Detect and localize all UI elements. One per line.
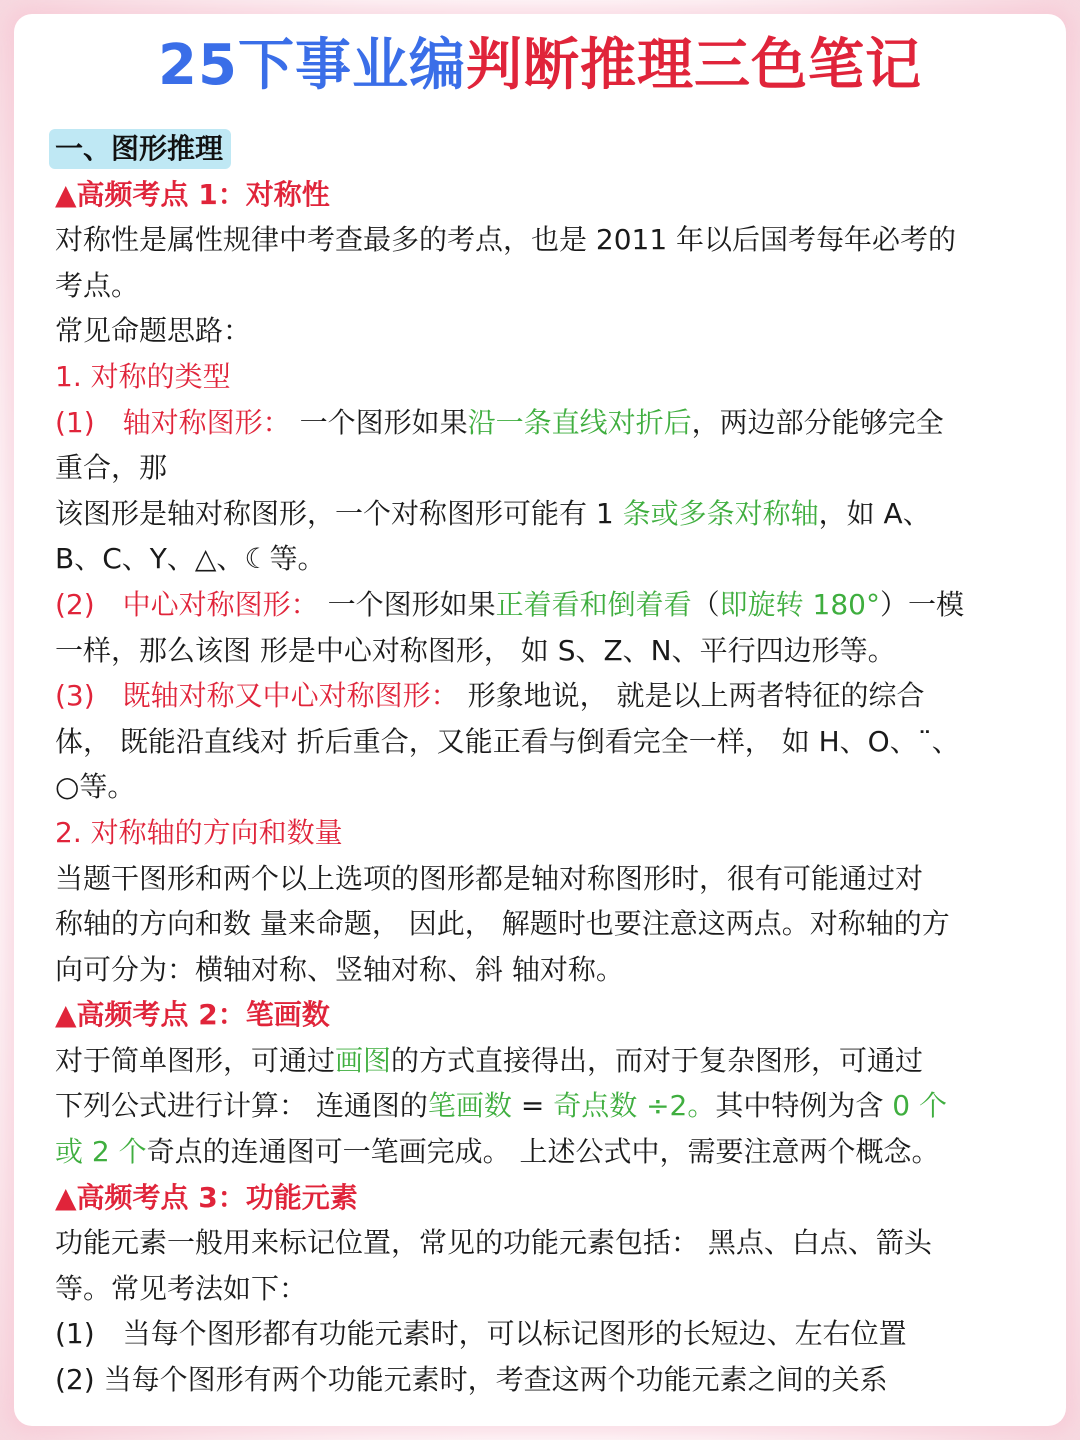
highlight-green: 或 2 个: [55, 1135, 147, 1169]
highlight-green: 正着看和倒着看: [495, 587, 692, 621]
paragraph-line: 一样，那么该图 形是中心对称图形， 如 S、Z、N、平行四边形等。: [55, 633, 896, 667]
paragraph-line: [55, 673, 1028, 719]
highlight-green: 0 个: [892, 1089, 947, 1123]
highlight-green: 画图: [335, 1043, 392, 1077]
paragraph-line: [55, 491, 1028, 537]
paragraph-line: (2) 当每个图形有两个功能元素时，考查这两个功能元素之间的关系: [55, 1363, 888, 1397]
term-label: (3) 既轴对称又中心对称图形：: [55, 679, 459, 713]
subheading-symmetry-types: 1. 对称的类型: [55, 359, 231, 393]
key-point-heading-1: ▲高频考点 1：对称性: [55, 177, 330, 211]
text-run: 下列公式进行计算： 连通图的: [55, 1089, 428, 1123]
text-run: 奇点的连通图可一笔画完成。 上述公式中，需要注意两个概念。: [146, 1135, 940, 1169]
paragraph-line: ○等。: [55, 770, 136, 804]
text-run: 该图形是轴对称图形，一个对称图形可能有 1: [55, 496, 623, 530]
term-label: (1) 轴对称图形：: [55, 405, 291, 439]
page-title: [0, 30, 1080, 102]
highlight-green: 即旋转 180°: [719, 587, 880, 621]
paragraph-line: 功能元素一般用来标记位置，常见的功能元素包括： 黑点、白点、箭头: [55, 1226, 932, 1260]
paragraph-line: 体， 既能沿直线对 折后重合，又能正看与倒看完全一样， 如 H、O、¨、: [55, 724, 960, 758]
text-run: ）一模: [879, 587, 964, 621]
paragraph-line: 当题干图形和两个以上选项的图形都是轴对称图形时，很有可能通过对: [55, 861, 924, 895]
note-content: [55, 126, 1028, 1403]
subheading-axis-direction: 2. 对称轴的方向和数量: [55, 815, 343, 849]
text-run: ，如 A、: [818, 496, 931, 530]
highlight-green: 笔画数: [427, 1089, 512, 1123]
text-run: =: [511, 1089, 554, 1123]
section-heading: [55, 126, 1028, 172]
paragraph-line: [55, 1038, 1028, 1084]
text-run: （: [691, 587, 720, 621]
section-tag: 一、图形推理: [49, 129, 231, 169]
highlight-green: 沿一条直线对折后: [467, 405, 692, 439]
paragraph-line: [55, 1129, 1028, 1175]
title-blue-part: 25下事业编: [158, 33, 466, 98]
title-red-part: 判断推理三色笔记: [465, 33, 922, 98]
text-run: 其中特例为含: [715, 1089, 893, 1123]
paragraph-line: [55, 400, 1028, 446]
highlight-green: 奇点数 ÷2。: [553, 1089, 716, 1123]
paragraph-line: 重合，那: [55, 451, 168, 485]
paragraph-line: 向可分为：横轴对称、竖轴对称、斜 轴对称。: [55, 952, 624, 986]
paragraph-line: 称轴的方向和数 量来命题， 因此， 解题时也要注意这两点。对称轴的方: [55, 907, 950, 941]
key-point-heading-2: ▲高频考点 2：笔画数: [55, 998, 330, 1032]
paragraph-line: (1) 当每个图形都有功能元素时，可以标记图形的长短边、左右位置: [55, 1317, 907, 1351]
text-run: 形象地说， 就是以上两者特征的综合: [467, 679, 925, 713]
paragraph-line: [55, 1083, 1028, 1129]
text-run: 一个图形如果: [299, 405, 468, 439]
paragraph-line: 对称性是属性规律中考查最多的考点，也是 2011 年以后国考每年必考的: [55, 223, 957, 257]
term-label: (2) 中心对称图形：: [55, 587, 319, 621]
key-point-heading-3: ▲高频考点 3：功能元素: [55, 1180, 358, 1214]
highlight-green: 条或多条对称轴: [622, 496, 819, 530]
paragraph-line: [55, 582, 1028, 628]
text-run: 的方式直接得出，而对于复杂图形，可通过: [391, 1043, 924, 1077]
text-run: 对于简单图形，可通过: [55, 1043, 336, 1077]
text-run: 一个图形如果: [327, 587, 496, 621]
paragraph-line: B、C、Y、△、☾等。: [55, 542, 326, 576]
paragraph-line: 等。常见考法如下：: [55, 1271, 308, 1305]
paragraph-line: 考点。: [55, 268, 140, 302]
text-run: ，两边部分能够完全: [691, 405, 944, 439]
paragraph-line: 常见命题思路：: [55, 314, 252, 348]
